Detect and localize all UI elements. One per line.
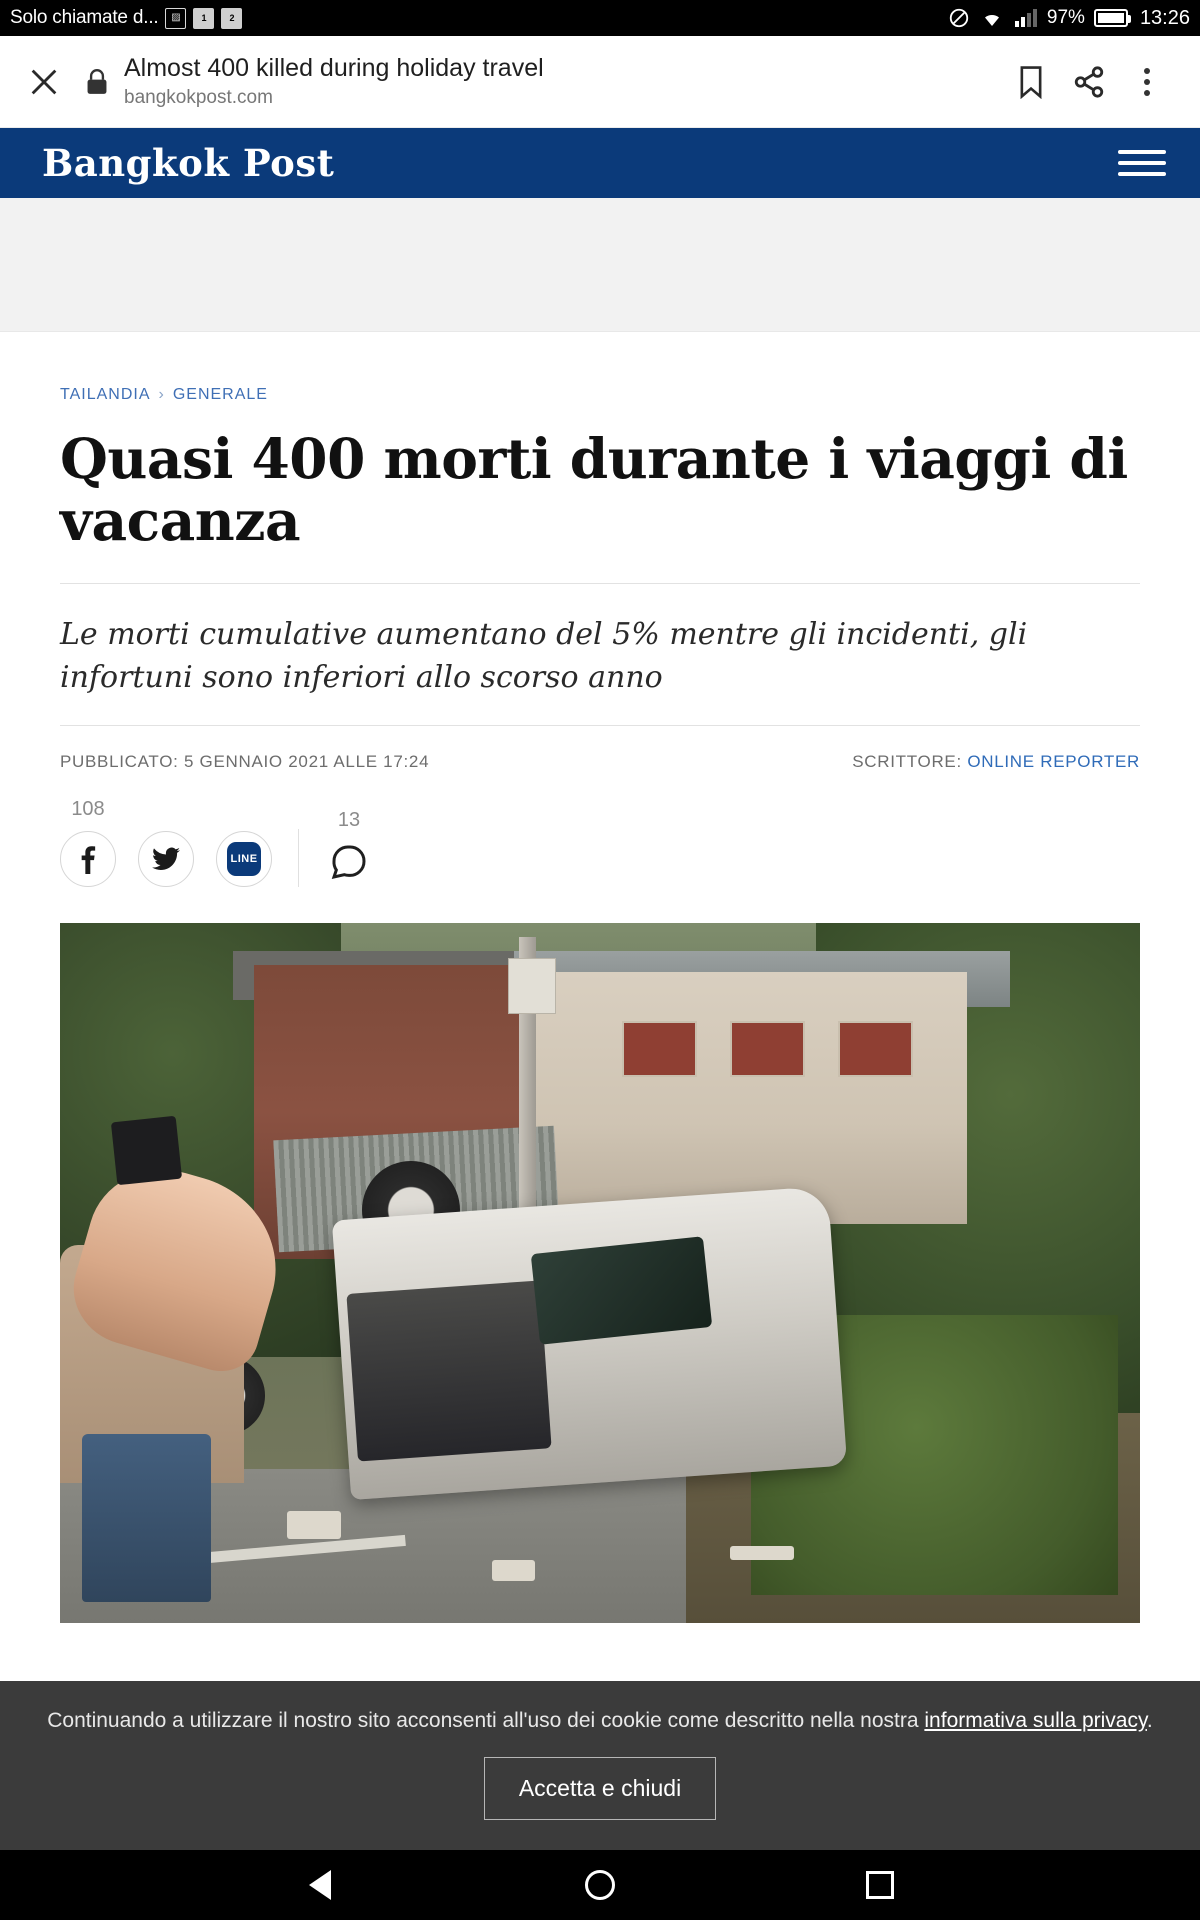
page-host: bangkokpost.com: [124, 87, 273, 109]
article-meta: [60, 725, 1140, 772]
close-icon[interactable]: [18, 56, 70, 108]
more-options-icon[interactable]: [1118, 53, 1176, 111]
status-left: [10, 7, 948, 29]
article-body: [0, 332, 1200, 1850]
headline-divider: [60, 583, 1140, 584]
home-button[interactable]: [560, 1855, 640, 1915]
breadcrumb-separator: ›: [158, 386, 165, 403]
android-nav-bar: [0, 1850, 1200, 1920]
facebook-share-item: [60, 798, 116, 887]
privacy-policy-link[interactable]: informativa sulla privacy: [924, 1708, 1147, 1732]
sim1-icon: 1: [193, 8, 214, 29]
notification-text: Solo chiamate d...: [10, 7, 159, 28]
comments-item: [329, 809, 369, 887]
status-clock: 13:26: [1139, 6, 1190, 29]
page-title: Almost 400 killed during holiday travel: [124, 54, 544, 83]
crash-scene-image: [60, 923, 1140, 1623]
breadcrumb-item-subsection[interactable]: GENERALE: [172, 386, 268, 403]
recents-button[interactable]: [840, 1855, 920, 1915]
line-badge-label: LINE: [227, 842, 261, 876]
site-header: [0, 128, 1200, 198]
url-block[interactable]: [124, 53, 1002, 110]
published-date: PUBBLICATO: 5 GENNAIO 2021 ALLE 17:24: [60, 752, 430, 772]
article-standfirst: Le morti cumulative aumentano del 5% mentre gli incidenti, gli infortuni sono inferiori allo scorso anno: [60, 617, 1028, 695]
breadcrumb: [60, 386, 1140, 404]
ad-slot: [0, 198, 1200, 332]
line-share-item: [216, 798, 272, 887]
comments-count: 13: [337, 809, 361, 832]
dnd-icon: [948, 7, 970, 29]
bookmark-icon[interactable]: [1002, 53, 1060, 111]
wifi-icon: [979, 8, 1005, 28]
cookie-consent-bar: [0, 1681, 1200, 1850]
social-divider: [298, 829, 299, 887]
facebook-count: 108: [71, 798, 105, 821]
accept-cookies-button[interactable]: Accetta e chiudi: [484, 1757, 716, 1820]
social-share-row: [60, 798, 1140, 887]
line-icon[interactable]: [216, 831, 272, 887]
cookie-text: [24, 1707, 1176, 1735]
writer-block: [852, 752, 1140, 772]
lock-icon[interactable]: [70, 69, 124, 95]
image-icon: ▨: [165, 8, 186, 29]
facebook-icon[interactable]: [60, 831, 116, 887]
android-status-bar: [0, 0, 1200, 36]
twitter-icon[interactable]: [138, 831, 194, 887]
cookie-text-after: .: [1146, 1708, 1153, 1732]
battery-icon: [1094, 9, 1128, 27]
writer-name[interactable]: ONLINE REPORTER: [967, 752, 1140, 772]
breadcrumb-item-section[interactable]: TAILANDIA: [60, 386, 151, 403]
signal-icon: [1014, 8, 1038, 28]
back-button[interactable]: [280, 1855, 360, 1915]
status-right: [948, 7, 1190, 30]
battery-percent: 97%: [1046, 7, 1085, 28]
share-icon[interactable]: [1060, 53, 1118, 111]
comment-icon[interactable]: [329, 842, 369, 887]
twitter-share-item: [138, 798, 194, 887]
cookie-text-before: Continuando a utilizzare il nostro sito acconsenti all'uso dei cookie come descritto nella nostra: [47, 1708, 919, 1732]
sim2-icon: 2: [221, 8, 242, 29]
article-photo: [60, 923, 1140, 1623]
article-headline: Quasi 400 morti durante i viaggi di vacanza: [60, 426, 1128, 553]
site-logo[interactable]: Bangkok Post: [42, 141, 335, 185]
browser-toolbar: [0, 36, 1200, 128]
writer-label: SCRITTORE:: [852, 752, 962, 772]
hamburger-menu-icon[interactable]: [1118, 150, 1166, 176]
